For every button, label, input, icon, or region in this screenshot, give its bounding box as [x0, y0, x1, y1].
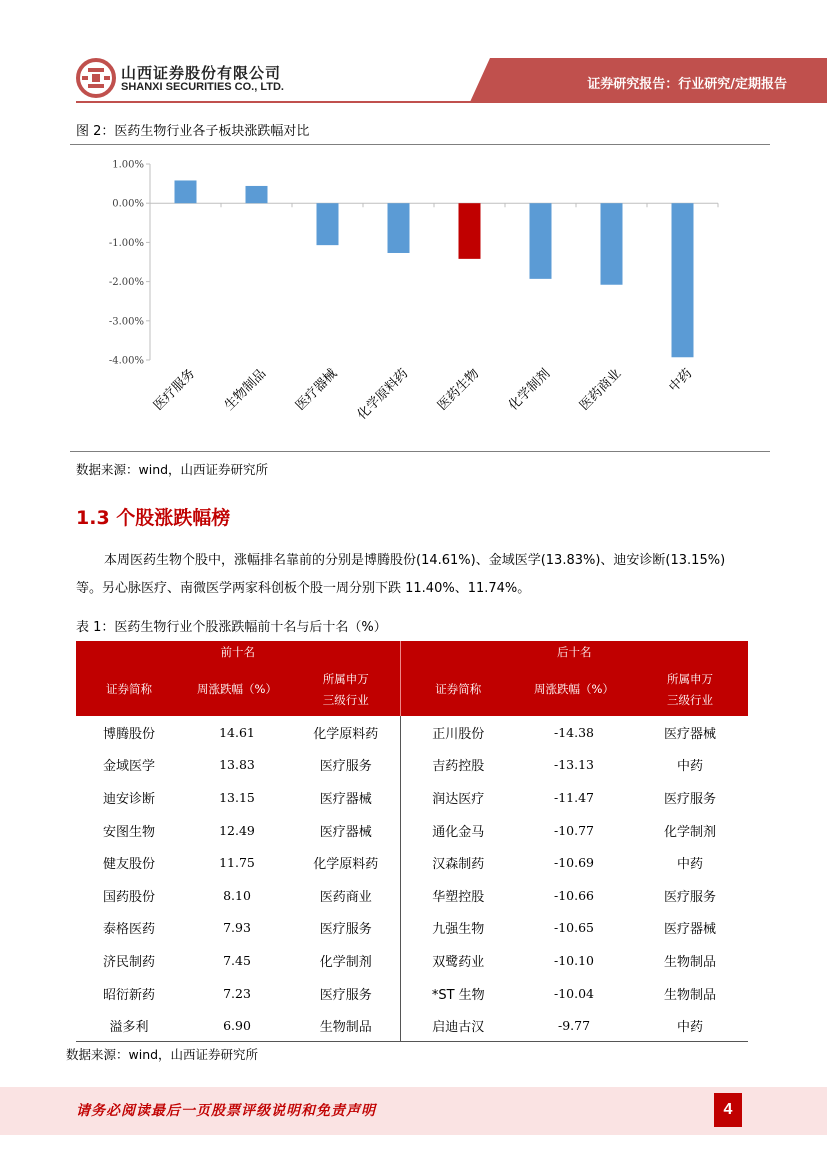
stock-ranking-table	[76, 641, 748, 1042]
company-logo-icon	[76, 58, 116, 98]
bar-2	[317, 203, 339, 245]
stock-change-top: 7.93	[223, 920, 251, 936]
stock-industry-top: 生物制品	[292, 1009, 400, 1042]
stock-industry-top: 化学原料药	[292, 716, 400, 749]
col-header-change: 周涨跌幅（%）	[516, 663, 632, 716]
y-tick-label: -2.00%	[108, 277, 144, 289]
col-header-industry: 所属申万 三级行业	[632, 663, 748, 716]
stock-change-bottom: -10.10	[553, 952, 594, 968]
table-row	[76, 912, 748, 945]
bar-5	[530, 203, 552, 279]
stock-change-top: 7.45	[223, 952, 251, 968]
group-top-ten: 前十名	[76, 641, 400, 663]
stock-change-top: 6.90	[182, 1009, 292, 1042]
stock-change-top: 13.83	[219, 757, 255, 773]
table-row	[76, 944, 748, 977]
stock-industry-top: 医疗服务	[292, 749, 400, 782]
y-tick-label: -4.00%	[108, 355, 144, 367]
stock-change-top: 8.10	[223, 887, 251, 903]
stock-name-bottom: 九强生物	[432, 922, 485, 938]
stock-industry-bottom: 中药	[676, 759, 703, 775]
company-name-en: SHANXI SECURITIES CO., LTD.	[121, 81, 284, 93]
body-paragraph-line1: 本周医药生物个股中，涨幅排名靠前的分别是博腾股份(14.61%)、金域医学(13.83%)、迪安诊断(13.15%)	[104, 553, 726, 568]
stock-change-bottom: -9.77	[516, 1009, 632, 1042]
group-bottom-ten: 后十名	[400, 641, 748, 663]
x-tick-label: 医药商业	[576, 366, 625, 414]
stock-change-top: 14.61	[219, 724, 255, 740]
bar-4	[459, 203, 481, 259]
stock-name-bottom: 双鹭药业	[432, 954, 485, 970]
stock-change-top: 13.15	[219, 789, 255, 805]
stock-name-top: 国药股份	[102, 889, 155, 905]
stock-change-bottom: -10.66	[553, 887, 594, 903]
table-source: 数据来源：wind，山西证券研究所	[66, 1047, 259, 1062]
stock-change-bottom: -11.47	[553, 789, 594, 805]
stock-industry-bottom: 生物制品	[663, 987, 716, 1003]
stock-industry-bottom: 生物制品	[663, 954, 716, 970]
stock-industry-top: 化学原料药	[292, 846, 400, 879]
stock-industry-bottom: 医疗器械	[663, 726, 716, 742]
figure-caption: 图 2：医药生物行业各子板块涨跌幅对比	[76, 124, 310, 139]
figure-source: 数据来源：wind，山西证券研究所	[76, 462, 269, 477]
stock-name-bottom: *ST 生物	[431, 987, 485, 1003]
stock-industry-bottom: 化学制剂	[663, 824, 716, 840]
page-footer	[0, 1087, 827, 1135]
stock-change-bottom: -14.38	[553, 724, 594, 740]
stock-name-bottom: 汉森制药	[432, 857, 485, 873]
figure-top-rule	[70, 144, 770, 145]
bar-6	[601, 203, 623, 285]
table-row	[76, 781, 748, 814]
y-tick-label: -3.00%	[108, 316, 144, 328]
stock-name-top: 金域医学	[102, 759, 155, 775]
stock-change-bottom: -13.13	[553, 757, 594, 773]
header-band	[0, 0, 827, 110]
stock-name-bottom: 润达医疗	[432, 791, 485, 807]
stock-change-bottom: -10.65	[553, 920, 594, 936]
x-tick-label: 生物制品	[221, 366, 270, 414]
page-header	[0, 0, 827, 110]
stock-name-bottom: 通化金马	[432, 824, 485, 840]
stock-industry-top: 医疗服务	[292, 912, 400, 945]
x-tick-label: 医疗器械	[292, 366, 341, 414]
stock-change-bottom: -10.69	[553, 855, 594, 871]
stock-name-bottom: 吉药控股	[432, 759, 485, 775]
col-header-change: 周涨跌幅（%）	[182, 663, 292, 716]
figure-bottom-rule	[70, 451, 770, 452]
stock-name-top: 济民制药	[102, 954, 155, 970]
stock-name-top: 昭衍新药	[102, 987, 155, 1003]
stock-change-top: 12.49	[219, 822, 255, 838]
stock-name-top: 健友股份	[102, 857, 155, 873]
stock-name-top: 溢多利	[76, 1009, 182, 1042]
col-header-industry: 所属申万 三级行业	[292, 663, 400, 716]
bar-0	[175, 180, 197, 203]
x-tick-label: 中药	[666, 366, 696, 396]
sector-change-chart	[70, 146, 770, 448]
stock-name-bottom: 启迪古汉	[400, 1009, 516, 1042]
page-number: 4	[714, 1093, 742, 1127]
table-row	[76, 977, 748, 1010]
x-tick-label: 医疗服务	[150, 366, 199, 414]
col-header-name: 证券简称	[76, 663, 182, 716]
stock-industry-bottom: 中药	[632, 1009, 748, 1042]
table-group-header	[76, 641, 748, 663]
stock-change-bottom: -10.77	[553, 822, 594, 838]
report-type: 证券研究报告：行业研究/定期报告	[587, 77, 787, 92]
section-title: 1.3 个股涨跌幅榜	[76, 507, 231, 529]
stock-industry-top: 化学制剂	[292, 944, 400, 977]
bar-1	[246, 186, 268, 203]
col-header-name: 证券简称	[400, 663, 516, 716]
stock-change-top: 7.23	[223, 985, 251, 1001]
stock-industry-bottom: 医疗服务	[663, 889, 716, 905]
bar-7	[672, 203, 694, 357]
table-row	[76, 814, 748, 847]
stock-name-bottom: 正川股份	[432, 726, 485, 742]
table-row	[76, 716, 748, 749]
x-tick-label: 化学制剂	[505, 366, 554, 414]
stock-name-bottom: 华塑控股	[432, 889, 485, 905]
x-tick-label: 化学原料药	[354, 366, 412, 423]
table-row	[76, 879, 748, 912]
stock-change-bottom: -10.04	[553, 985, 594, 1001]
table-row	[76, 749, 748, 782]
table-row	[76, 846, 748, 879]
stock-industry-top: 医疗器械	[292, 781, 400, 814]
body-paragraph-line2: 等。另心脉医疗、南微医学两家科创板个股一周分别下跌 11.40%、11.74%。	[76, 581, 531, 596]
x-tick-label: 医药生物	[434, 366, 483, 414]
stock-industry-bottom: 中药	[676, 857, 703, 873]
company-name-cn: 山西证券股份有限公司	[121, 64, 282, 82]
table-row	[76, 1009, 748, 1042]
stock-name-top: 泰格医药	[102, 922, 155, 938]
bar-3	[388, 203, 410, 253]
stock-name-top: 安图生物	[102, 824, 155, 840]
y-tick-label: 0.00%	[112, 198, 144, 210]
stock-industry-top: 医疗器械	[292, 814, 400, 847]
stock-name-top: 迪安诊断	[102, 791, 155, 807]
stock-change-top: 11.75	[219, 855, 255, 871]
stock-name-top: 博腾股份	[102, 726, 155, 742]
stock-industry-bottom: 医疗服务	[663, 791, 716, 807]
table-column-header	[76, 663, 748, 716]
y-tick-label: 1.00%	[112, 159, 144, 171]
stock-industry-bottom: 医疗器械	[663, 922, 716, 938]
stock-industry-top: 医疗服务	[292, 977, 400, 1010]
y-tick-label: -1.00%	[108, 237, 144, 249]
stock-industry-top: 医药商业	[292, 879, 400, 912]
table-caption: 表 1：医药生物行业个股涨跌幅前十名与后十名（%）	[76, 620, 387, 635]
disclaimer-notice: 请务必阅读最后一页股票评级说明和免责声明	[76, 1103, 376, 1119]
